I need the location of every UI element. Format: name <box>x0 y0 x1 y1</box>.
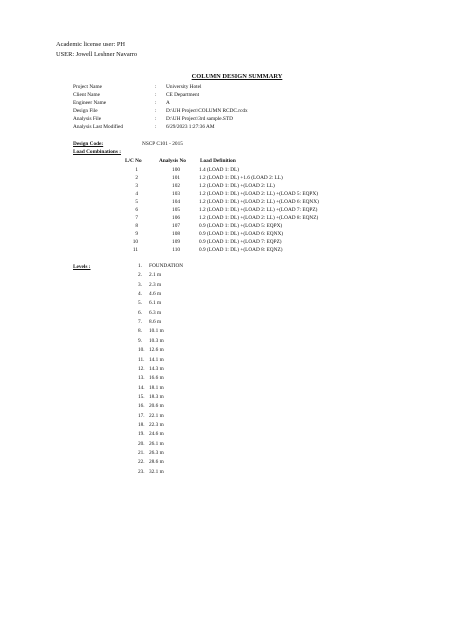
level-number: 19. <box>138 431 145 438</box>
project-info-value: 6/29/2023 1:27:36 AM <box>166 123 215 130</box>
lc-no-header: L/C No <box>125 158 142 164</box>
project-info-value: University Hotel <box>166 84 202 90</box>
level-value: 2.1 m <box>149 272 162 279</box>
load-definition-cell: 1.2 (LOAD 1: DL) +(LOAD 2: LL) +(LOAD 5: EQPX) <box>199 190 318 197</box>
level-number: 23. <box>138 468 145 475</box>
project-info-separator: : <box>155 107 157 114</box>
user-line: USER: Jowell Leshner Navarro <box>56 51 138 58</box>
level-value: 28.6 m <box>149 459 164 466</box>
level-value: 10.1 m <box>149 328 164 335</box>
lc-no-cell: 5 <box>135 198 138 205</box>
load-definition-cell: 0.9 (LOAD 1: DL) +(LOAD 7: EQPZ) <box>199 238 282 245</box>
level-number: 12. <box>138 365 145 372</box>
project-info-label: Client Name <box>73 91 100 98</box>
level-value: 24.6 m <box>149 431 164 438</box>
project-info-value: D:\UH Project\3rd sample.STD <box>166 115 233 122</box>
analysis-no-cell: 108 <box>172 230 180 237</box>
level-number: 21. <box>138 450 145 456</box>
project-info-label: Project Name <box>73 84 102 90</box>
load-definition-cell: 1.2 (LOAD 1: DL) +1.6 (LOAD 2: LL) <box>199 174 283 181</box>
project-info-label: Analysis Last Modified <box>73 123 124 130</box>
level-number: 10. <box>138 347 145 354</box>
level-value: 26.3 m <box>149 450 164 456</box>
lc-no-cell: 11 <box>132 246 138 253</box>
project-info-label: Analysis File <box>73 115 102 122</box>
level-value: 16.6 m <box>149 375 164 382</box>
load-definition-cell: 1.4 (LOAD 1: DL) <box>199 167 240 173</box>
lc-no-cell: 9 <box>135 230 138 237</box>
lc-no-cell: 1 <box>135 167 138 173</box>
license-line: Academic license user: PH <box>56 41 126 48</box>
level-value: 32.1 m <box>149 468 164 475</box>
analysis-no-cell: 106 <box>172 214 180 221</box>
project-info-label: Engineer Name <box>73 99 107 106</box>
project-info-value: CE Department <box>166 91 200 98</box>
page-title: COLUMN DESIGN SUMMARY <box>191 73 283 80</box>
level-number: 11. <box>138 356 145 363</box>
project-info-separator: : <box>155 91 157 98</box>
level-number: 9. <box>138 337 142 344</box>
load-definition-cell: 1.2 (LOAD 1: DL) +(LOAD 2: LL) <box>199 182 275 189</box>
level-number: 8. <box>138 328 142 335</box>
level-value: 6.1 m <box>149 300 162 307</box>
level-value: 6.3 m <box>149 309 162 316</box>
project-info-value: D:\UH Project\COLUMN RCDC.rcdx <box>166 107 248 114</box>
level-value: FOUNDATION <box>149 263 184 269</box>
load-definition-cell: 1.2 (LOAD 1: DL) +(LOAD 2: LL) +(LOAD 6: EQNX) <box>199 198 319 205</box>
project-info-separator: : <box>155 123 157 130</box>
level-number: 20. <box>138 440 145 447</box>
analysis-no-cell: 101 <box>172 174 180 181</box>
level-number: 17. <box>138 412 145 419</box>
level-number: 3. <box>138 281 142 288</box>
level-number: 13. <box>138 375 145 382</box>
level-number: 15. <box>138 393 145 400</box>
lc-no-cell: 2 <box>135 174 138 181</box>
analysis-no-cell: 110 <box>172 246 180 253</box>
analysis-no-cell: 104 <box>172 198 180 205</box>
lc-no-cell: 7 <box>135 214 138 221</box>
lc-no-cell: 8 <box>135 222 138 229</box>
analysis-no-cell: 105 <box>172 206 180 213</box>
level-value: 14.3 m <box>149 365 164 372</box>
project-info-value: A <box>166 99 170 106</box>
level-number: 14. <box>138 384 145 391</box>
project-info-separator: : <box>155 99 157 106</box>
analysis-no-cell: 107 <box>172 222 180 229</box>
level-value: 2.3 m <box>149 281 162 288</box>
analysis-no-cell: 109 <box>172 238 180 245</box>
load-definition-cell: 0.9 (LOAD 1: DL) +(LOAD 5: EQPX) <box>199 222 283 229</box>
level-number: 2. <box>138 272 142 279</box>
lc-no-cell: 10 <box>132 238 138 245</box>
level-value: 22.1 m <box>149 412 164 419</box>
level-value: 20.6 m <box>149 403 164 410</box>
level-value: 18.1 m <box>149 384 164 391</box>
level-number: 22. <box>138 459 145 466</box>
analysis-no-header: Analysis No <box>159 158 186 164</box>
load-definition-cell: 1.2 (LOAD 1: DL) +(LOAD 2: LL) +(LOAD 8: EQNZ) <box>199 214 319 221</box>
design-code-value: NSCP C101 - 2015 <box>142 141 183 147</box>
load-definition-header: Load Definition <box>200 158 236 164</box>
levels-heading: Levels : <box>73 264 91 270</box>
level-value: 8.6 m <box>149 319 162 326</box>
level-number: 6. <box>138 309 142 316</box>
level-number: 5. <box>138 300 142 307</box>
level-number: 16. <box>138 403 145 410</box>
level-number: 7. <box>138 319 142 326</box>
load-definition-cell: 0.9 (LOAD 1: DL) +(LOAD 8: EQNZ) <box>199 246 283 253</box>
load-definition-cell: 1.2 (LOAD 1: DL) +(LOAD 2: LL) +(LOAD 7: EQPZ) <box>199 206 318 213</box>
level-value: 4.6 m <box>149 291 162 298</box>
design-code-label: Design Code: <box>73 141 104 147</box>
level-number: 1. <box>138 263 142 269</box>
lc-no-cell: 6 <box>135 206 138 213</box>
load-definition-cell: 0.9 (LOAD 1: DL) +(LOAD 6: EQNX) <box>199 230 284 237</box>
lc-no-cell: 4 <box>135 190 138 197</box>
level-number: 4. <box>138 291 142 298</box>
project-info-label: Design File <box>73 107 98 114</box>
analysis-no-cell: 102 <box>172 182 180 189</box>
project-info-separator: : <box>155 115 157 122</box>
level-value: 18.3 m <box>149 393 164 400</box>
level-value: 12.6 m <box>149 347 164 354</box>
level-value: 10.3 m <box>149 337 164 344</box>
analysis-no-cell: 100 <box>172 167 180 173</box>
project-info-separator: : <box>155 84 157 90</box>
level-value: 14.1 m <box>149 356 164 363</box>
load-combinations-heading: Load Combinations : <box>73 149 121 155</box>
analysis-no-cell: 103 <box>172 190 180 197</box>
level-value: 22.3 m <box>149 421 164 428</box>
lc-no-cell: 3 <box>135 182 138 189</box>
level-number: 18. <box>138 421 145 428</box>
level-value: 26.1 m <box>149 440 164 447</box>
